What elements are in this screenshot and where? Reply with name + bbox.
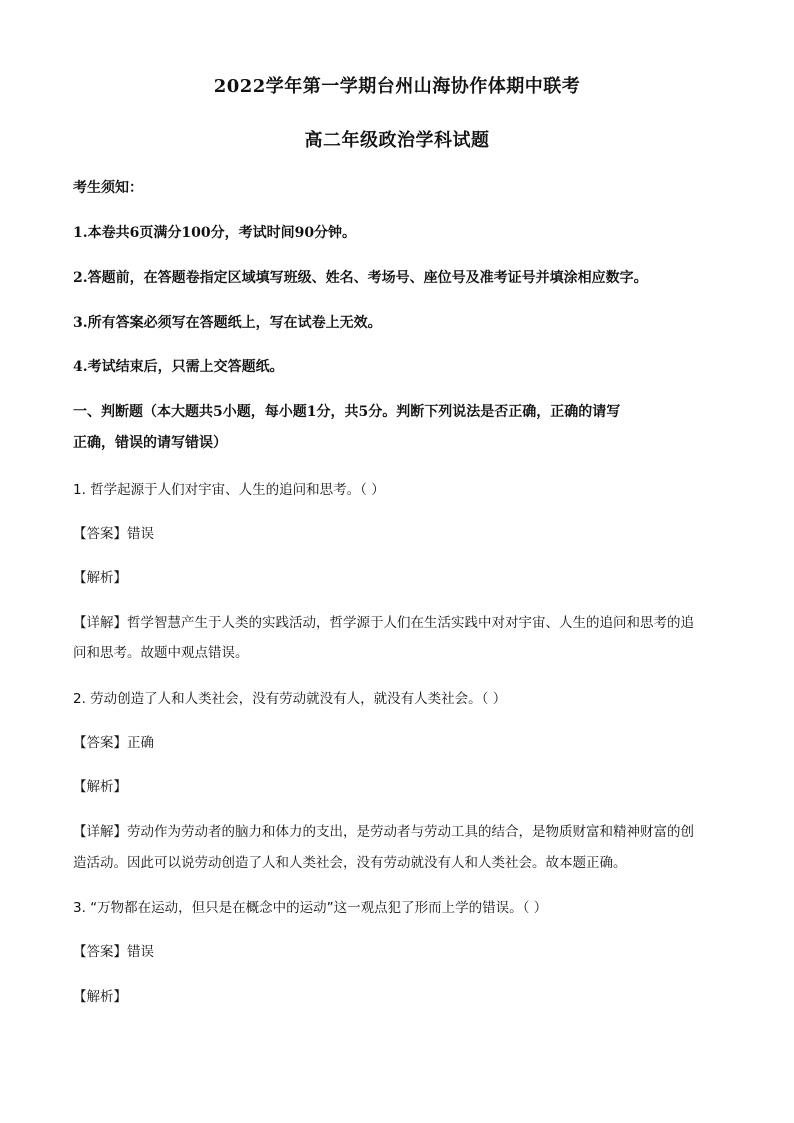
question-3-answer [73, 940, 733, 960]
notice-item-1: 1.本卷共6页满分100分，考试时间90分钟。 [73, 225, 357, 241]
notice-heading: 考生须知： [73, 180, 143, 196]
notice-item-3: 3.所有答案必须写在答题纸上，写在试卷上无效。 [73, 315, 382, 331]
question-1-answer [73, 522, 733, 542]
document-subtitle: 高二年级政治学科试题 [304, 130, 490, 151]
answer-tag: 【答案】 [73, 735, 127, 751]
answer-value: 正确 [127, 735, 154, 751]
detail-tag: 【详解】 [73, 824, 127, 840]
question-1-analysis-tag: 【解析】 [73, 570, 127, 586]
answer-value: 错误 [127, 944, 154, 960]
section-heading-line-2: 正确，错误的请写错误） [73, 435, 227, 451]
notice-item-2: 2.答题前，在答题卷指定区域填写班级、姓名、考场号、座位号及准考证号并填涂相应数字。 [73, 270, 648, 286]
question-1-detail-line-2: 问和思考。故题中观点错误。 [73, 645, 249, 661]
question-1-detail-line-1 [73, 611, 733, 631]
detail-text: 劳动作为劳动者的脑力和体力的支出，是劳动者与劳动工具的结合，是物质财富和精神财富的创 [127, 824, 694, 840]
question-3-stem: 3. “万物都在运动，但只是在概念中的运动”这一观点犯了形而上学的错误。（ ） [73, 900, 548, 916]
question-2-answer [73, 731, 733, 751]
question-1-stem: 1. 哲学起源于人们对宇宙、人生的追问和思考。（ ） [73, 482, 385, 498]
question-2-detail-line-2: 造活动。因此可以说劳动创造了人和人类社会，没有劳动就没有人和人类社会。故本题正确。 [73, 855, 627, 871]
answer-tag: 【答案】 [73, 526, 127, 542]
question-2-stem: 2. 劳动创造了人和人类社会，没有劳动就没有人，就没有人类社会。（ ） [73, 691, 507, 707]
detail-text: 哲学智慧产生于人类的实践活动，哲学源于人们在生活实践中对对宇宙、人生的追问和思考的追 [127, 615, 694, 631]
answer-tag: 【答案】 [73, 944, 127, 960]
question-2-analysis-tag: 【解析】 [73, 779, 127, 795]
detail-tag: 【详解】 [73, 615, 127, 631]
answer-value: 错误 [127, 526, 154, 542]
document-title: 2022学年第一学期台州山海协作体期中联考 [213, 76, 581, 97]
section-heading-line-1: 一、判断题（本大题共5小题，每小题1分，共5分。判断下列说法是否正确，正确的请写 [73, 404, 621, 420]
notice-item-4: 4.考试结束后，只需上交答题纸。 [73, 359, 284, 375]
question-3-analysis-tag: 【解析】 [73, 989, 127, 1005]
question-2-detail-line-1 [73, 820, 733, 840]
